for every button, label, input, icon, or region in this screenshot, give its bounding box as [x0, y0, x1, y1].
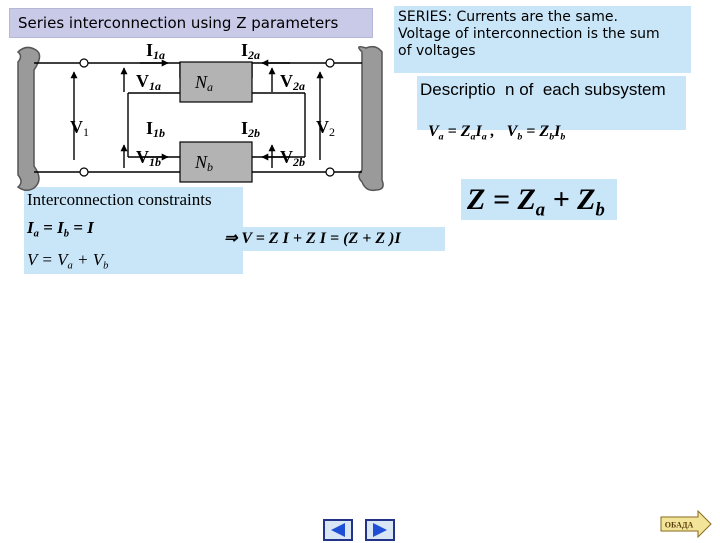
terminal-node: [326, 168, 334, 176]
series-note-line1: SERIES: Currents are the same.: [398, 9, 618, 25]
arrow-right-icon: [660, 510, 712, 538]
next-slide-button[interactable]: [365, 519, 395, 541]
result-text: V = Z I + Z I = (Z + Z )I: [241, 230, 401, 247]
label-nb: Nb: [195, 152, 214, 174]
page-title: Series interconnection using Z parameters: [9, 8, 373, 38]
label-i2a: I2a: [241, 40, 261, 62]
label-v1: V1: [70, 117, 89, 139]
constraints-title: Interconnection constraints: [27, 190, 212, 209]
terminal-node: [80, 168, 88, 176]
label-i1a: I1a: [146, 40, 166, 62]
label-v2: V2: [316, 117, 335, 139]
back-button-label: ОБАДА: [664, 520, 694, 530]
terminal-node: [80, 59, 88, 67]
left-source: [18, 47, 40, 190]
series-z-equation: $Z = Z_a + Z_b$: [461, 179, 617, 220]
triangle-left-icon: [325, 521, 351, 539]
voltage-constraint-equation: $V = V_a + V_b$: [27, 250, 109, 272]
terminal-node: [326, 59, 334, 67]
series-note-line3: of voltages: [398, 43, 476, 59]
implies-arrow: ⇒: [224, 230, 238, 247]
triangle-right-icon: [367, 521, 393, 539]
back-button[interactable]: [660, 510, 712, 538]
right-load: [359, 47, 383, 191]
network-a-block: [180, 62, 252, 102]
label-v1a: V1a: [136, 71, 161, 93]
label-v1b: V1b: [136, 147, 161, 169]
previous-slide-button[interactable]: [323, 519, 353, 541]
description-equation: $V_a = Z_aI_a$ , $V_b = Z_bI_b$: [428, 123, 566, 143]
series-note-line2: Voltage of interconnection is the sum: [398, 26, 660, 42]
label-i1b: I1b: [146, 118, 166, 140]
label-v2b: V2b: [280, 147, 305, 169]
description-title: Descriptio n of each subsystem: [420, 80, 666, 99]
label-na: Na: [195, 72, 214, 94]
label-v2a: V2a: [280, 71, 305, 93]
label-i2b: I2b: [241, 118, 261, 140]
current-constraint-equation: $I_a = I_b = I$: [27, 218, 94, 240]
network-b-block: [180, 142, 252, 182]
